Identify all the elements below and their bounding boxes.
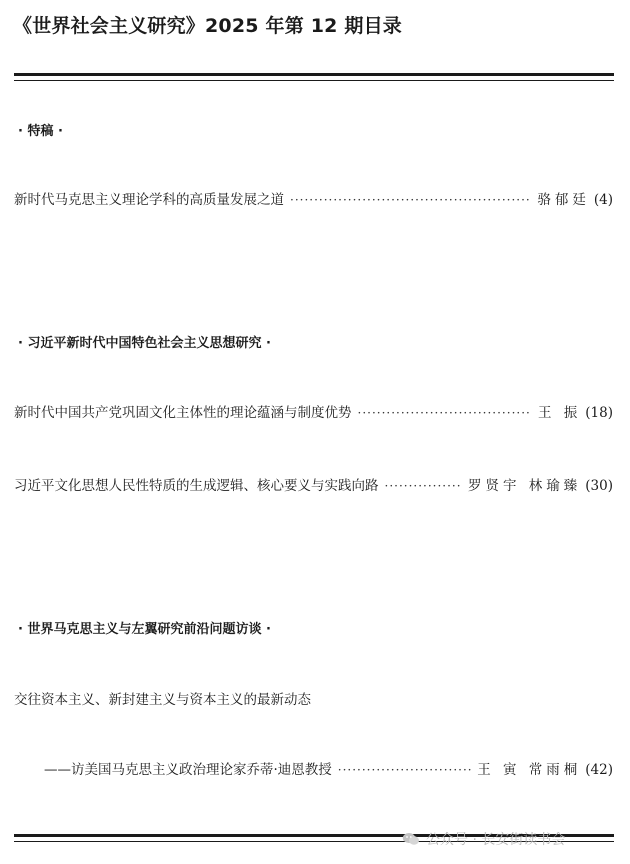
- entry-author: 骆郁廷: [537, 192, 590, 208]
- entry-author: 罗贤宇 林瑜臻: [467, 478, 582, 494]
- entry-page: (4): [593, 192, 613, 208]
- entry-author: 王 振: [537, 405, 582, 421]
- toc-entry[interactable]: [14, 474, 613, 494]
- entry-title: 新时代中国共产党巩固文化主体性的理论蕴涵与制度优势: [14, 405, 352, 421]
- leader-dots: [358, 406, 532, 420]
- entry-page: (18): [585, 405, 613, 421]
- entry-page: (30): [585, 478, 613, 494]
- toc-entry[interactable]: [14, 188, 613, 208]
- page-title: 《世界社会主义研究》2025 年第 12 期目录: [13, 15, 402, 37]
- watermark: [402, 829, 565, 849]
- leader-dots: [338, 763, 471, 777]
- section-heading-special: · 特稿 ·: [18, 124, 63, 139]
- entry-subtitle: ——访美国马克思主义政治理论家乔蒂·迪恩教授: [44, 762, 332, 778]
- header-rule-thin: [14, 80, 614, 81]
- toc-entry[interactable]: [44, 758, 613, 778]
- entry-page: (42): [585, 762, 613, 778]
- watermark-text: 公众号 · 长安街读书会: [426, 832, 566, 848]
- entry-title: 新时代马克思主义理论学科的高质量发展之道: [14, 192, 284, 208]
- header-rule-thick: [14, 73, 614, 76]
- toc-entry[interactable]: [14, 401, 613, 421]
- entry-title: 习近平文化思想人民性特质的生成逻辑、核心要义与实践向路: [14, 478, 379, 494]
- wechat-icon: [402, 832, 420, 846]
- entry-author: 王 寅 常雨桐: [477, 762, 582, 778]
- entry-title[interactable]: 交往资本主义、新封建主义与资本主义的最新动态: [14, 692, 311, 708]
- leader-dots: [385, 479, 462, 493]
- section-heading-xi-thought: · 习近平新时代中国特色社会主义思想研究 ·: [18, 336, 271, 351]
- leader-dots: [290, 193, 531, 207]
- section-heading-interview: · 世界马克思主义与左翼研究前沿问题访谈 ·: [18, 622, 271, 637]
